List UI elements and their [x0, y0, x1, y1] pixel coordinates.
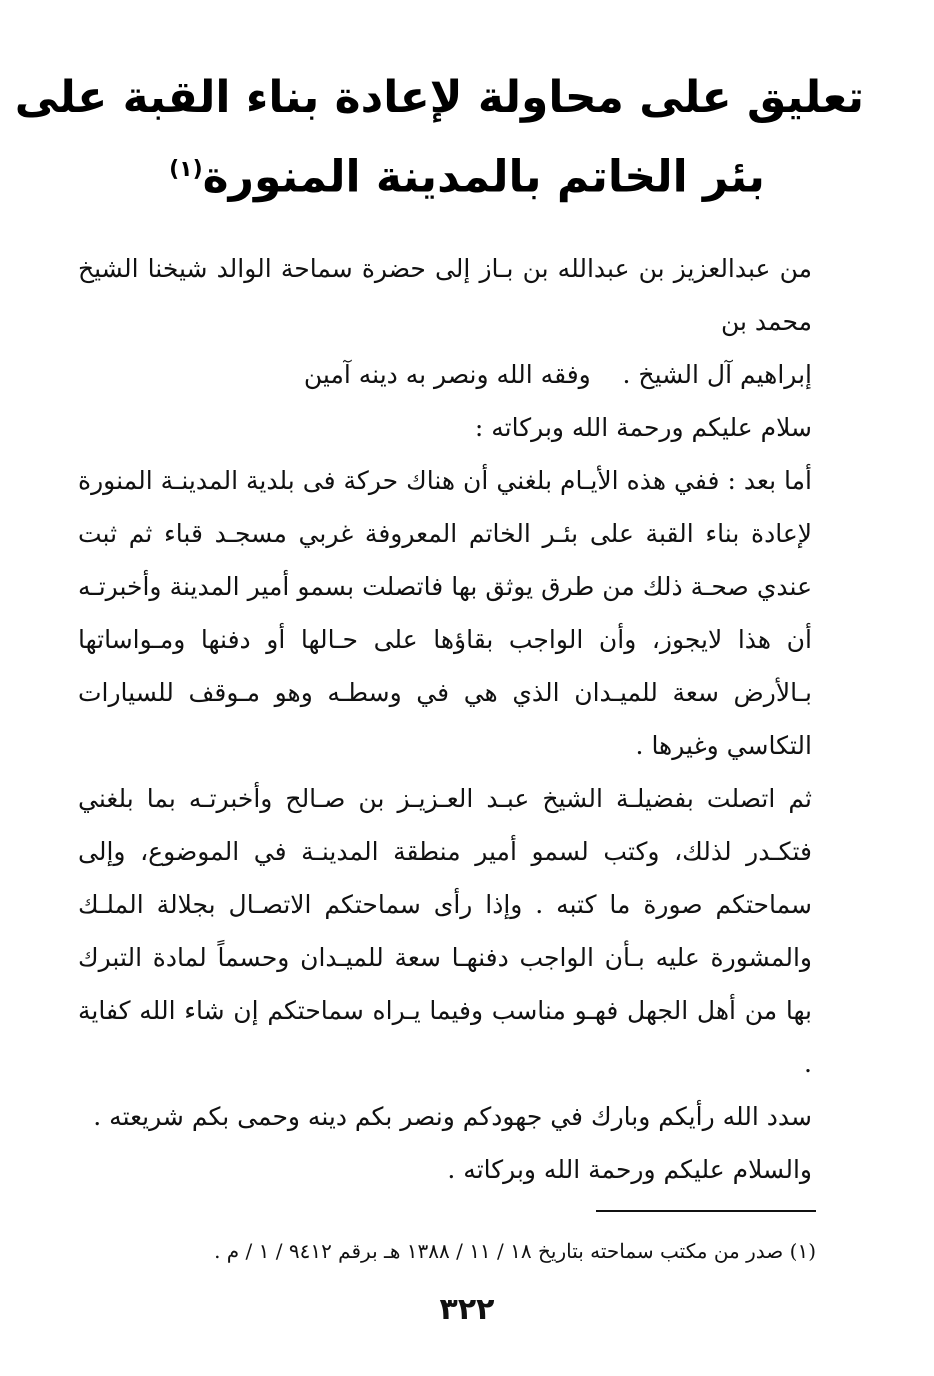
title-line-2 [70, 134, 864, 214]
page-number: ٣٢٢ [439, 1292, 495, 1327]
letter-address [78, 242, 812, 401]
letter-closing-2: والسلام عليكم ورحمة الله وبركاته . [447, 1155, 812, 1184]
address-line-2: إبراهيم آل الشيخ . وفقه الله ونصر به دينه آمين [303, 360, 812, 389]
title-line-2-text: بئر الخاتم بالمدينة المنورة [202, 151, 765, 203]
footnote-divider [596, 1210, 816, 1212]
address-line-1: من عبدالعزيز بن عبدالله بن بـاز إلى حضرة سماحة الوالد شيخنا الشيخ محمد بن [78, 254, 812, 336]
letter-paragraph-1: أما بعد : ففي هذه الأيـام بلغني أن هناك حركة فى بلدية المدينـة المنورة لإعادة بناء القبة على بئـر الخاتم المعروفة غربي مسجـد قباء ثم ثبت عندي صحـة ذلك من طرق يوثق بها فاتصلت بسمو أمير المدينة وأخبرتـه أن هذا لايجوز، وأن الواجب بقاؤها على حـالها أو دفنها ومـواساتها بـالأرض سعة للميـدان الذي هي في وسطـه وهو مـوقف للسيارات التكاسي وغيرها . [78, 466, 812, 760]
title-line-1: تعليق على محاولة لإعادة بناء القبة على [14, 72, 864, 123]
letter-paragraph-2: ثم اتصلت بفضيلـة الشيخ عبـد العـزيـز بن صـالح وأخبرتـه بما بلغني فتكـدر لذلك، وكتب لسمو أمير منطقة المدينـة في الموضوع، وإلى سماحتكم صورة ما كتبه . وإذا رأى سماحتكم الاتصـال بجلالة الملـك والمشورة عليه بـأن الواجب دفنهـا سعة للميـدان وحسماً لمادة التبرك بها من أهل الجهل فهـو مناسب وفيما يـراه سماحتكم إن شاء الله كفاية . [78, 784, 812, 1078]
title-footnote-marker: (١) [169, 157, 203, 182]
page-title [14, 62, 864, 214]
letter-body [78, 242, 812, 1196]
footnote-text: (١) صدر من مكتب سماحته بتاريخ ١٨ / ١١ / ١٣٨٨ هـ برقم ٩٤١٢ / ١ / م . [214, 1239, 816, 1263]
letter-closing-1: سدد الله رأيكم وبارك في جهودكم ونصر بكم دينه وحمى بكم شريعته . [93, 1102, 812, 1131]
letter-greeting: سلام عليكم ورحمة الله وبركاته : [474, 413, 812, 442]
